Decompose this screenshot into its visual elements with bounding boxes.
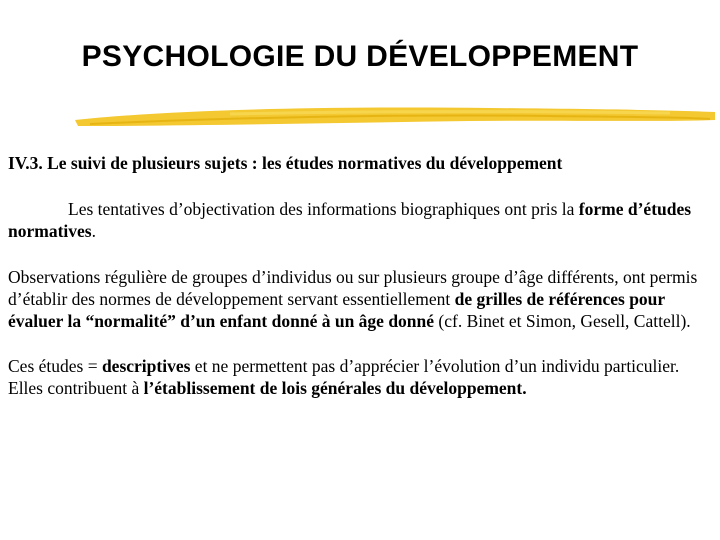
p2-text-2: (cf. Binet et Simon, Gesell, Cattell). <box>434 311 691 331</box>
paragraph-normative-studies <box>8 198 708 242</box>
slide-body <box>8 148 708 399</box>
p2-bold-1: de grilles de références pour évaluer la “normalité” d’un enfant donné à un âge donné <box>8 289 665 331</box>
p1-bold-1: forme d’études normatives <box>8 199 692 241</box>
p3-bold-1: descriptives <box>101 356 191 376</box>
section-heading: IV.3. Le suivi de plusieurs sujets : les études normatives du développement <box>8 153 563 173</box>
slide-title: PSYCHOLOGIE DU DÉVELOPPEMENT <box>81 40 639 73</box>
paragraph-descriptive-studies <box>8 355 708 399</box>
p2-text-1: Observations régulière de groupes d’individus ou sur plusieurs groupe d’âge différents, ont permis d’établir des normes de développement servant essentiellement <box>8 267 698 309</box>
p3-bold-2: l’établissement de lois générales du développement. <box>143 378 527 398</box>
p1-text-1: Les tentatives d’objectivation des informations biographiques ont pris la <box>68 199 579 219</box>
paragraph-observations <box>8 266 708 332</box>
p3-text-2: et ne permettent pas d’apprécier l’évolution d’un individu particulier. Elles contribuent à <box>8 356 680 398</box>
p1-text-2: . <box>91 221 96 241</box>
p3-text-1: Ces études = <box>8 356 102 376</box>
title-underline-brushstroke <box>70 100 720 140</box>
